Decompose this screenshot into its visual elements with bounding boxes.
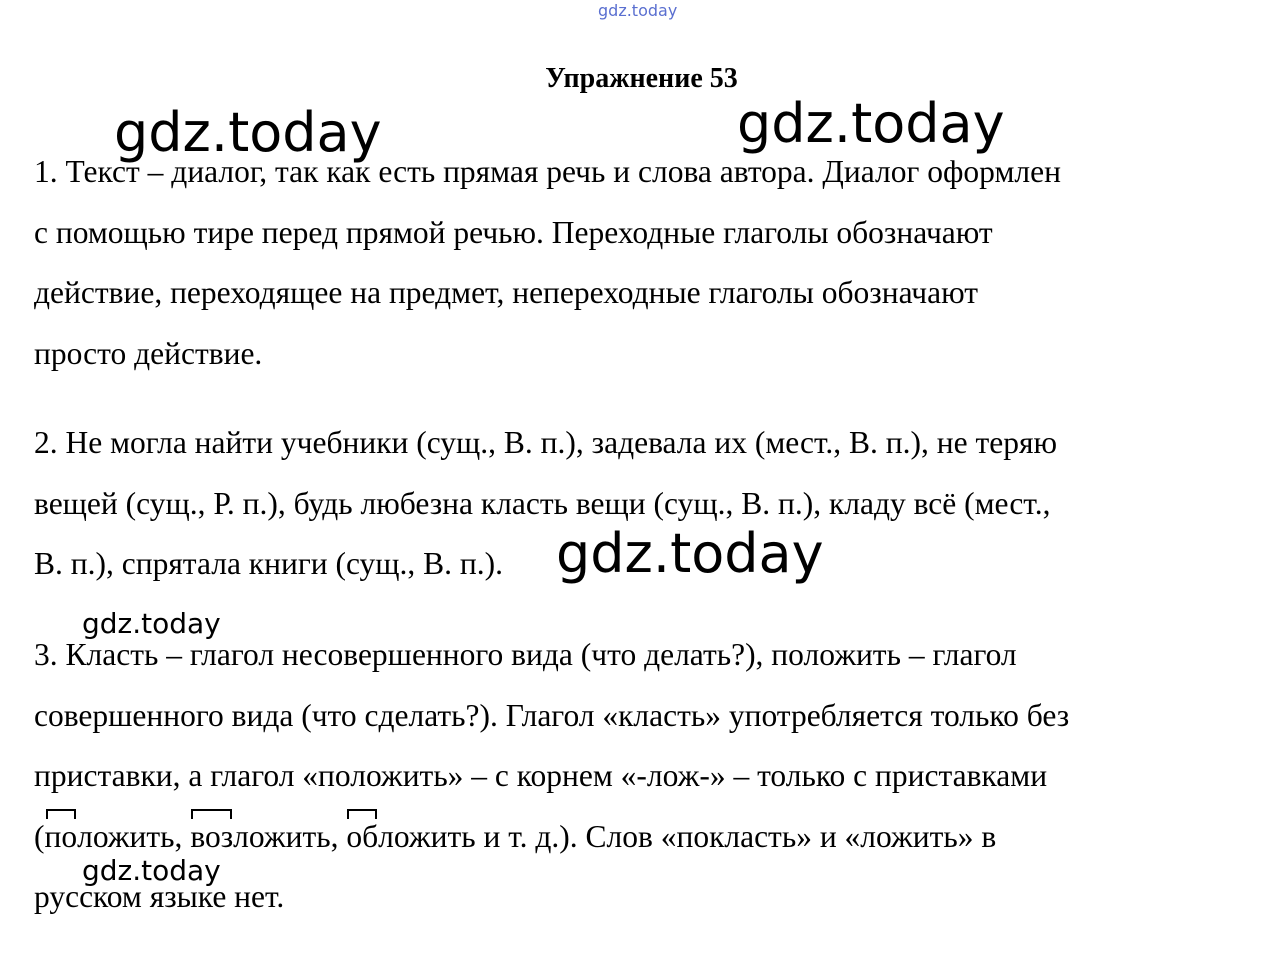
watermark-right: gdz.today	[737, 92, 1005, 155]
watermark-middle: gdz.today	[556, 522, 824, 585]
text-line: совершенного вида (что сделать?). Глагол «класть» употребляется только без	[34, 697, 1070, 733]
text-line: вещей (сущ., Р. п.), будь любезна класть вещи (сущ., В. п.), кладу всё (мест.,	[34, 485, 1051, 521]
open-paren: (	[34, 818, 45, 854]
word-rest: ложить,	[77, 818, 191, 854]
watermark-top[interactable]: gdz.today	[598, 1, 678, 20]
watermark-small: gdz.today	[82, 854, 221, 887]
paragraph-1	[34, 142, 1234, 384]
watermark-small: gdz.today	[82, 607, 221, 640]
prefix-mark: об	[346, 807, 378, 868]
exercise-title: Упражнение 53	[545, 63, 738, 94]
watermark-left: gdz.today	[114, 101, 382, 164]
text-line: действие, переходящее на предмет, непереходные глаголы обозначают	[34, 275, 979, 310]
text-line: с помощью тире перед прямой речью. Переходные глаголы обозначают	[34, 214, 993, 250]
text-line: просто действие.	[34, 335, 263, 371]
word-rest: ложить и т. д.). Слов «покласть» и «ложить» в	[378, 818, 997, 854]
text-line: 1. Текст – диалог, так как есть прямая речь и слова автора. Диалог оформлен	[34, 154, 1061, 189]
text-line: приставки, а глагол «положить» – с корнем «-лож-» – только с приставками	[34, 758, 1048, 793]
prefix-mark: по	[45, 807, 78, 868]
word-rest: ложить,	[233, 818, 347, 854]
text-line: 3. Класть – глагол несовершенного вида (что делать?), положить – глагол	[34, 637, 1017, 672]
text-line: русском языке нет.	[34, 879, 285, 914]
text-line: 2. Не могла найти учебники (сущ., В. п.), задевала их (мест., В. п.), не теряю	[34, 425, 1058, 460]
text-line: В. п.), спрятала книги (сущ., В. п.).	[34, 546, 504, 581]
prefix-mark: воз	[190, 807, 233, 868]
